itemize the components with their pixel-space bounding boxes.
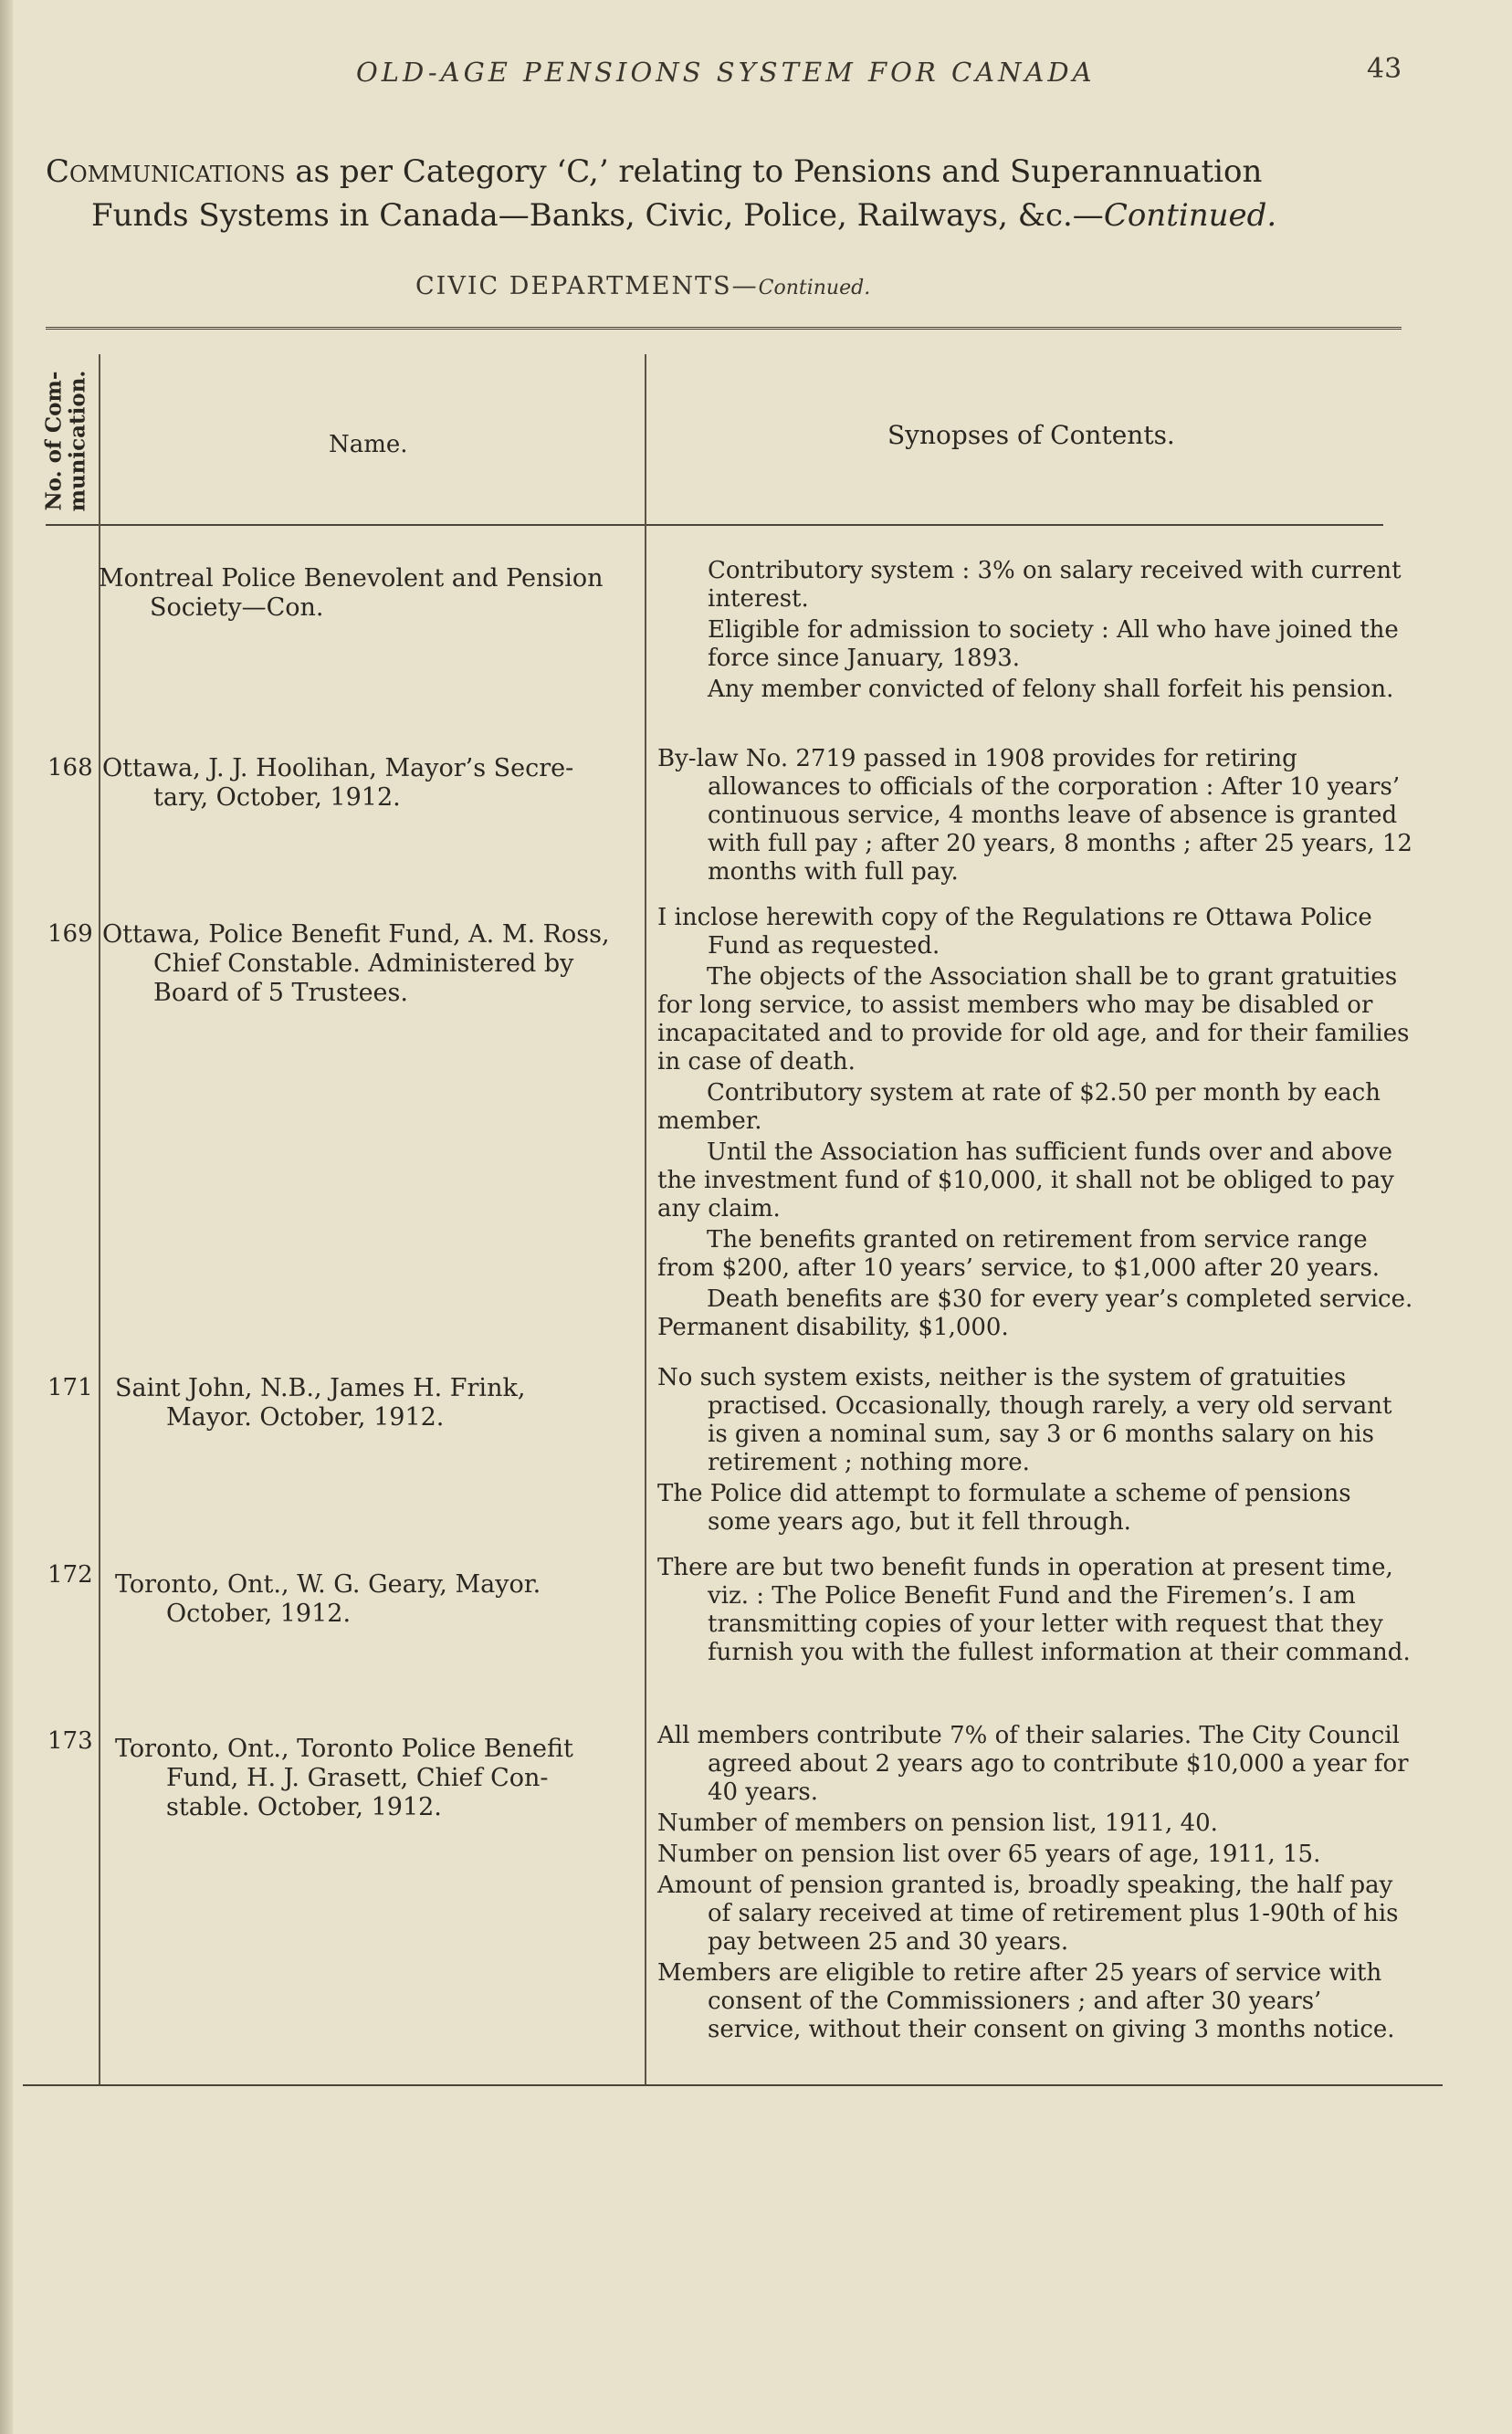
table-header-rule [46, 524, 1383, 526]
synopsis-paragraph: The objects of the Association shall be to grant gratuities for long service, to assist members who may be disabled or incapacitated and to provide for old age, and for their families in case of death. [657, 963, 1410, 1075]
entry-number: 173 [47, 1727, 93, 1755]
section-heading [415, 272, 870, 300]
column-header-name: Name. [329, 431, 408, 458]
column-header-synopsis: Synopses of Contents. [887, 420, 1175, 450]
entry-number: 168 [47, 754, 93, 782]
synopsis-paragraph: Eligible for admission to society : All who have joined the force since January, 1893. [708, 616, 1399, 672]
entry-name-line: Ottawa, J. J. Hoolihan, Mayor’s Secre- [102, 754, 574, 782]
entry-synopsis [657, 904, 1415, 1345]
title-line-1 [46, 150, 1433, 194]
entry-name-line: Toronto, Ont., W. G. Geary, Mayor. [115, 1570, 541, 1599]
entry-synopsis [657, 1554, 1415, 1670]
page-title [46, 150, 1433, 237]
entry-name-line: Society—Con. [150, 593, 324, 622]
synopsis-paragraph: There are but two benefit funds in operation at present time, viz. : The Police Benefit Fund and the Firemen’s. I am transmitting copies of your letter with request that they furnish you with the fullest information at their command. [657, 1554, 1411, 1666]
entry-name-line: Fund, H. J. Grasett, Chief Con- [166, 1764, 549, 1792]
synopsis-paragraph: All members contribute 7% of their salaries. The City Council agreed about 2 years ago to contribute $10,000 a year for 40 years. [657, 1722, 1409, 1806]
entry-name-line: Toronto, Ont., Toronto Police Benefit [115, 1735, 573, 1763]
section-heading-italic: Continued. [758, 277, 871, 299]
entry-name-line: stable. October, 1912. [166, 1793, 442, 1821]
synopsis-paragraph: The Police did attempt to formulate a scheme of pensions some years ago, but it fell through. [657, 1480, 1351, 1536]
entry-number: 172 [47, 1561, 93, 1589]
synopsis-paragraph: Until the Association has sufficient funds over and above the investment fund of $10,000, it shall not be obliged to pay any claim. [657, 1138, 1394, 1222]
title-smallcaps: Communications [46, 153, 286, 190]
entry-name [115, 1374, 663, 1432]
section-heading-main: CIVIC DEPARTMENTS— [415, 272, 759, 300]
synopsis-paragraph: Amount of pension granted is, broadly speaking, the half pay of salary received at time of retirement plus 1-90th of his pay between 25 and 30 years. [657, 1872, 1399, 1956]
entry-name-line: October, 1912. [166, 1600, 352, 1628]
entry-synopsis [657, 557, 1415, 707]
synopsis-paragraph: I inclose herewith copy of the Regulations re Ottawa Police Fund as requested. [657, 904, 1372, 960]
synopsis-paragraph: No such system exists, neither is the system of gratuities practised. Occasionally, though rarely, a very old servant is given a nominal sum, say 3 or 6 months salary on his retirement ; nothing more. [657, 1364, 1392, 1476]
entry-name [99, 564, 646, 623]
synopsis-paragraph: Contributory system : 3% on salary received with current interest. [708, 557, 1402, 613]
entry-number: 171 [47, 1374, 93, 1401]
synopsis-paragraph: The benefits granted on retirement from service range from $200, after 10 years’ service, to $1,000 after 20 years. [657, 1226, 1381, 1282]
column-header-number [29, 354, 102, 528]
entry-name-line: Montreal Police Benevolent and Pension [99, 564, 604, 593]
entry-synopsis [657, 745, 1415, 889]
entry-name [115, 1570, 663, 1629]
title-line-2 [46, 194, 1433, 237]
table-bottom-rule [23, 2084, 1443, 2086]
title-line-2-main: Funds Systems in Canada—Banks, Civic, Police, Railways, &c.— [91, 197, 1104, 234]
entry-name [102, 920, 650, 1008]
synopsis-paragraph: Number on pension list over 65 years of age, 1911, 15. [657, 1841, 1321, 1868]
page-number: 43 [1367, 53, 1402, 85]
title-line-1-rest: as per Category ‘C,’ relating to Pensions and Superannuation [285, 153, 1263, 190]
synopsis-paragraph: Death benefits are $30 for every year’s completed service. Permanent disability, $1,000. [657, 1285, 1413, 1341]
entry-name-line: Saint John, N.B., James H. Frink, [115, 1374, 526, 1402]
entry-name [115, 1735, 663, 1822]
entry-name-line: Mayor. October, 1912. [166, 1403, 445, 1432]
column-header-number-label: No. of Com- munication. [41, 370, 90, 512]
entry-number: 169 [47, 920, 93, 948]
entry-synopsis [657, 1364, 1415, 1539]
synopsis-paragraph: By-law No. 2719 passed in 1908 provides for retiring allowances to officials of the corporation : After 10 years’ continuous service, 4 months leave of absence is granted with full pay ; after 20 years, 8 months ; after 25 years, 12 months with full pay. [657, 745, 1412, 886]
synopsis-paragraph: Members are eligible to retire after 25 years of service with consent of the Commissioners ; and after 30 years’ service, without their consent on giving 3 months notice. [657, 1959, 1395, 2043]
running-title: OLD-AGE PENSIONS SYSTEM FOR CANADA [356, 57, 1096, 88]
title-line-2-italic: Continued. [1103, 197, 1277, 234]
entry-name-line: Board of 5 Trustees. [153, 979, 408, 1007]
synopsis-paragraph: Any member convicted of felony shall forfeit his pension. [708, 676, 1394, 703]
synopsis-paragraph: Number of members on pension list, 1911, 40. [657, 1810, 1218, 1837]
synopsis-paragraph: Contributory system at rate of $2.50 per month by each member. [657, 1079, 1381, 1135]
table-top-rule [46, 327, 1402, 330]
entry-synopsis [657, 1722, 1415, 2047]
entry-name-line: tary, October, 1912. [153, 783, 401, 812]
entry-name-line: Ottawa, Police Benefit Fund, A. M. Ross, [102, 920, 610, 949]
entry-name-line: Chief Constable. Administered by [153, 949, 574, 978]
page-binding-edge [0, 0, 13, 2434]
entry-name [102, 754, 650, 813]
